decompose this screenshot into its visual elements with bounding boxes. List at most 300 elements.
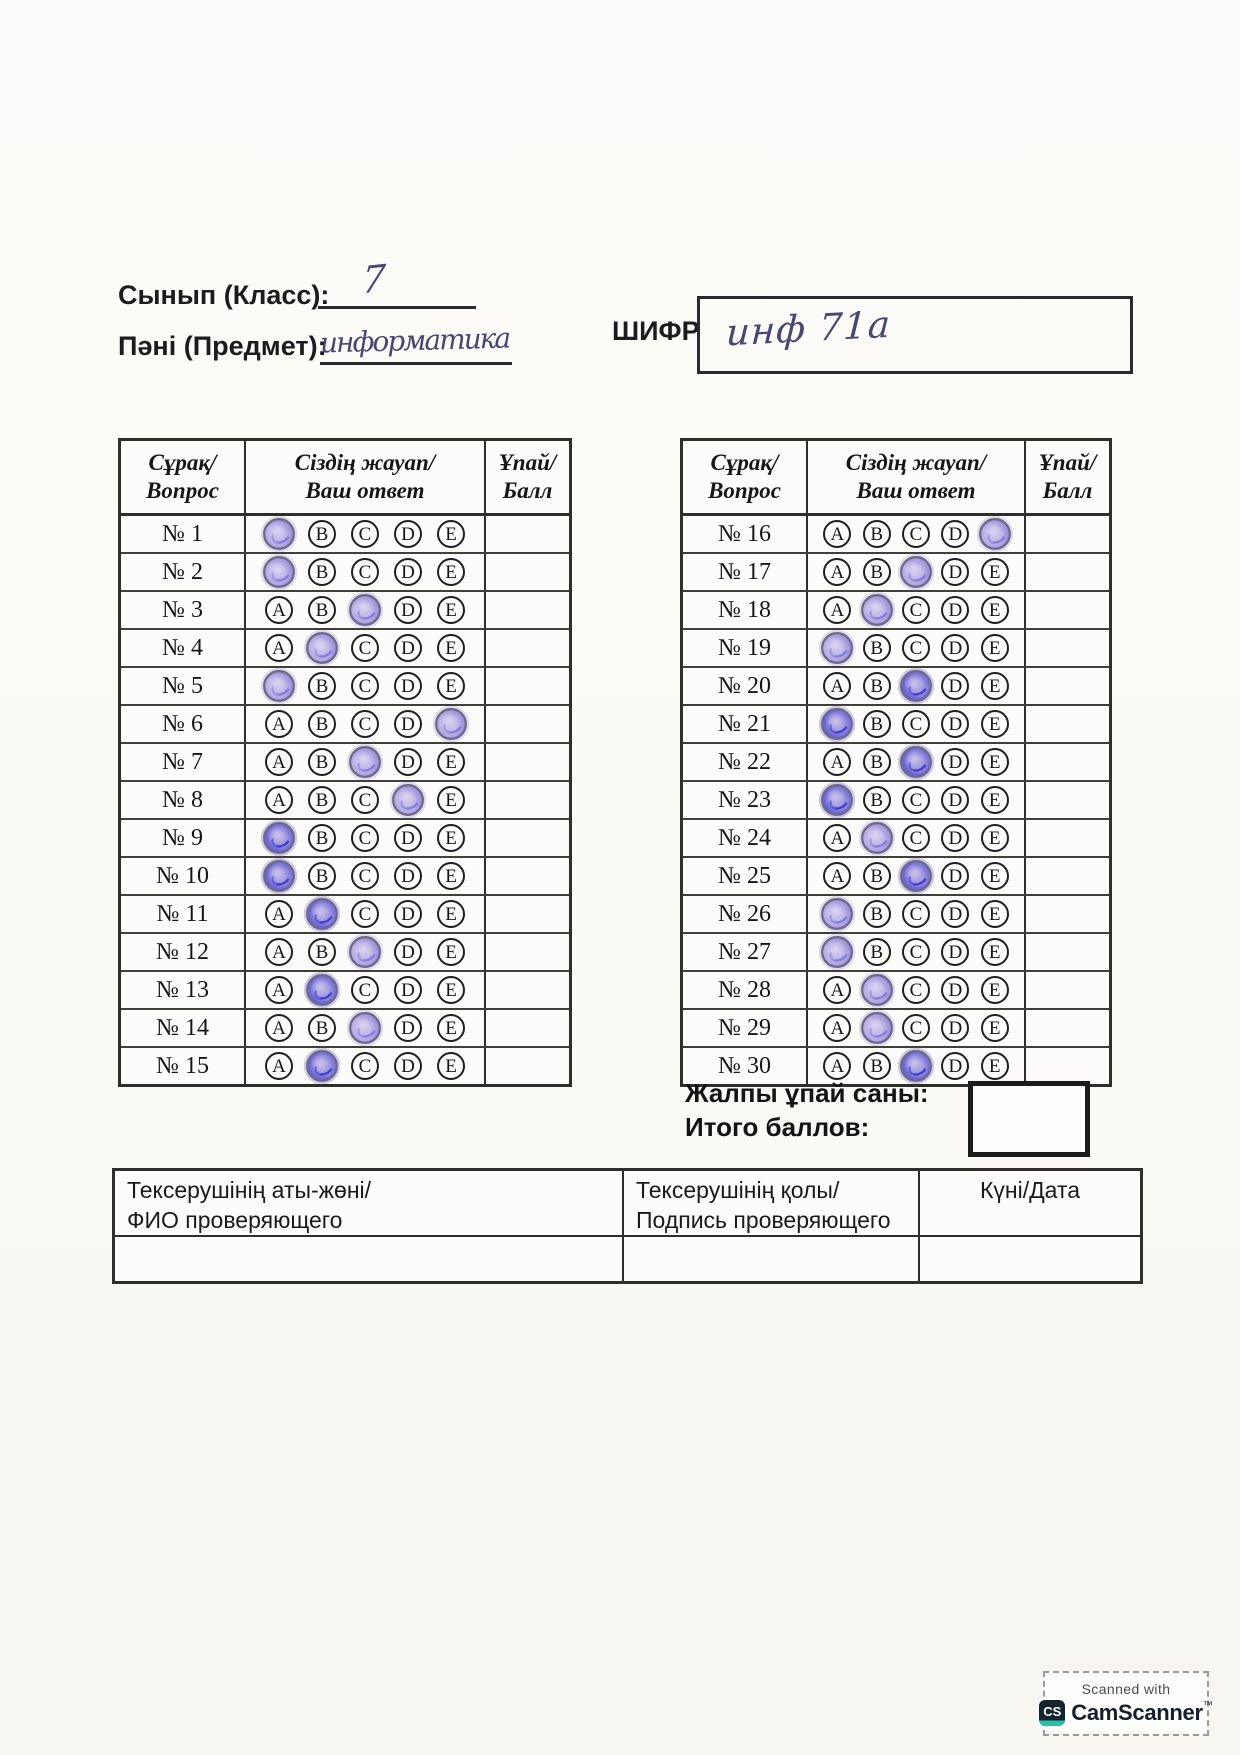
bubble-A[interactable]: A [265,786,293,814]
bubble-E[interactable]: E [437,520,465,548]
bubble-E[interactable]: E [981,938,1009,966]
question-number: № 29 [683,1010,808,1046]
class-label: Сынып (Класс): [118,280,330,310]
question-number: № 15 [121,1048,246,1084]
header-answer-kz: Сіздің жауап/ [845,450,987,475]
score-cell [486,516,569,552]
bubble-B[interactable]: B [863,672,891,700]
bubble-C[interactable]: C [902,520,930,548]
question-number: № 19 [683,630,808,666]
cipher-box [697,296,1133,374]
bubble-A[interactable]: A [823,1052,851,1080]
bubble-D[interactable]: D [941,938,969,966]
bubble-A-filled[interactable] [821,898,853,930]
bubble-A[interactable]: A [265,938,293,966]
bubble-B[interactable]: B [863,558,891,586]
bubble-C[interactable]: C [351,862,379,890]
bubble-D[interactable]: D [394,748,422,776]
answer-bubbles [246,668,486,704]
bubble-B[interactable]: B [308,596,336,624]
bubble-B[interactable]: B [863,710,891,738]
bubble-D[interactable]: D [394,596,422,624]
bubble-E[interactable]: E [981,558,1009,586]
bubble-E-filled[interactable] [435,708,467,740]
bubble-B-filled[interactable] [861,594,893,626]
bubble-B-filled[interactable] [306,632,338,664]
class-value-handwritten: 7 [360,256,388,303]
bubble-A[interactable]: A [823,748,851,776]
answer-bubbles [808,668,1026,704]
bubble-E[interactable]: E [981,824,1009,852]
score-cell [486,896,569,932]
question-number: № 1 [121,516,246,552]
bubble-A[interactable]: A [265,748,293,776]
bubble-C[interactable]: C [351,672,379,700]
bubble-B[interactable]: B [308,558,336,586]
score-cell [486,1010,569,1046]
bubble-C[interactable]: C [902,824,930,852]
answer-bubbles [246,896,486,932]
bubble-C[interactable]: C [902,596,930,624]
bubble-D[interactable]: D [941,900,969,928]
question-row [683,972,1109,1010]
question-number: № 30 [683,1048,808,1084]
bubble-D[interactable]: D [941,1052,969,1080]
bubble-A-filled[interactable] [821,708,853,740]
bubble-A-filled[interactable] [263,518,295,550]
bubble-E[interactable]: E [981,900,1009,928]
bubble-E[interactable]: E [437,938,465,966]
score-cell [486,1048,569,1084]
bubble-D[interactable]: D [941,710,969,738]
bubble-B[interactable]: B [863,786,891,814]
bubble-E[interactable]: E [981,862,1009,890]
bubble-C[interactable]: C [902,900,930,928]
answer-table-header [683,441,1109,516]
bubble-A[interactable]: A [265,976,293,1004]
question-number: № 3 [121,592,246,628]
total-label-kz: Жалпы ұпай саны: [685,1078,929,1108]
question-row [121,1010,569,1048]
answer-bubbles [246,1010,486,1046]
bubble-C[interactable]: C [902,786,930,814]
reviewer-date-label: Күні/Дата [979,1177,1081,1203]
question-number: № 13 [121,972,246,1008]
question-row [121,858,569,896]
bubble-D[interactable]: D [394,520,422,548]
header-question-kz: Сұрақ/ [710,450,779,475]
question-row [683,782,1109,820]
bubble-A[interactable]: A [265,634,293,662]
answer-bubbles [808,896,1026,932]
score-cell [486,592,569,628]
bubble-E[interactable]: E [437,672,465,700]
header-score-ru: Балл [1042,478,1093,503]
answer-bubbles [808,934,1026,970]
header-answer-ru: Ваш ответ [305,478,425,503]
bubble-D[interactable]: D [394,634,422,662]
camscanner-watermark [1043,1671,1213,1736]
scanned-with-text: Scanned with [1081,1681,1171,1697]
bubble-A[interactable]: A [823,558,851,586]
bubble-A[interactable]: A [823,1014,851,1042]
bubble-C-filled[interactable] [349,746,381,778]
question-number: № 20 [683,668,808,704]
bubble-D[interactable]: D [941,976,969,1004]
question-row [683,858,1109,896]
bubble-C[interactable]: C [351,634,379,662]
bubble-A-filled[interactable] [821,632,853,664]
answer-bubbles [246,744,486,780]
bubble-B-filled[interactable] [306,1050,338,1082]
bubble-C-filled[interactable] [349,1012,381,1044]
bubble-B-filled[interactable] [306,898,338,930]
score-cell [486,820,569,856]
bubble-E[interactable]: E [437,558,465,586]
question-number: № 28 [683,972,808,1008]
answer-bubbles [808,744,1026,780]
bubble-B[interactable]: B [863,634,891,662]
bubble-B[interactable]: B [863,900,891,928]
bubble-E[interactable]: E [437,748,465,776]
bubble-C-filled[interactable] [900,670,932,702]
answer-bubbles [808,782,1026,818]
score-cell [1026,858,1109,894]
bubble-A[interactable]: A [823,976,851,1004]
bubble-A[interactable]: A [265,710,293,738]
bubble-C[interactable]: C [902,634,930,662]
bubble-D[interactable]: D [941,672,969,700]
header-question-kz: Сұрақ/ [148,450,217,475]
reviewer-signature-kz: Тексерушінің қолы/ [636,1177,840,1203]
answer-table-header [121,441,569,516]
question-number: № 17 [683,554,808,590]
question-row [683,554,1109,592]
bubble-D[interactable]: D [941,862,969,890]
question-number: № 21 [683,706,808,742]
bubble-D[interactable]: D [941,558,969,586]
bubble-E[interactable]: E [437,596,465,624]
bubble-B-filled[interactable] [861,1012,893,1044]
answer-bubbles [808,820,1026,856]
bubble-E[interactable]: E [437,976,465,1004]
bubble-A[interactable]: A [823,824,851,852]
answer-bubbles [246,592,486,628]
bubble-C-filled[interactable] [349,936,381,968]
bubble-C[interactable]: C [351,900,379,928]
bubble-D[interactable]: D [394,938,422,966]
answer-table-right [680,438,1112,1087]
bubble-D[interactable]: D [394,824,422,852]
score-cell [486,934,569,970]
score-cell [1026,782,1109,818]
bubble-E[interactable]: E [437,1014,465,1042]
bubble-D[interactable]: D [941,634,969,662]
reviewer-signature-header [624,1171,920,1237]
question-row [683,896,1109,934]
score-cell [1026,744,1109,780]
answer-bubbles [246,1048,486,1084]
question-number: № 26 [683,896,808,932]
bubble-B-filled[interactable] [861,822,893,854]
bubble-D[interactable]: D [941,520,969,548]
bubble-E[interactable]: E [981,1014,1009,1042]
question-row [121,896,569,934]
header-score-kz: Ұпай/ [1038,450,1097,475]
question-row [121,668,569,706]
subject-value-handwritten: информатика [319,321,510,360]
question-number: № 24 [683,820,808,856]
score-cell [1026,1010,1109,1046]
bubble-C[interactable]: C [351,710,379,738]
bubble-C-filled[interactable] [900,746,932,778]
question-number: № 7 [121,744,246,780]
bubble-D[interactable]: D [941,748,969,776]
bubble-E[interactable]: E [437,900,465,928]
bubble-D[interactable]: D [394,672,422,700]
bubble-D[interactable]: D [394,558,422,586]
total-label-ru: Итого баллов: [685,1112,870,1142]
score-cell [1026,706,1109,742]
question-number: № 27 [683,934,808,970]
question-row [121,820,569,858]
answer-bubbles [246,630,486,666]
answer-bubbles [808,516,1026,552]
bubble-D[interactable]: D [941,596,969,624]
bubble-D[interactable]: D [394,1052,422,1080]
score-cell [1026,668,1109,704]
bubble-E[interactable]: E [981,976,1009,1004]
bubble-E[interactable]: E [981,634,1009,662]
bubble-D[interactable]: D [941,1014,969,1042]
score-cell [486,668,569,704]
bubble-A[interactable]: A [823,596,851,624]
bubble-B[interactable]: B [308,862,336,890]
answer-bubbles [246,782,486,818]
question-row [121,744,569,782]
bubble-B[interactable]: B [308,748,336,776]
bubble-A[interactable]: A [823,862,851,890]
bubble-D[interactable]: D [941,824,969,852]
bubble-A[interactable]: A [265,596,293,624]
score-cell [1026,896,1109,932]
header-answer-ru: Ваш ответ [856,478,976,503]
bubble-A-filled[interactable] [263,670,295,702]
bubble-D[interactable]: D [941,786,969,814]
reviewer-signature-ru: Подпись проверяющего [636,1207,891,1233]
answer-bubbles [808,630,1026,666]
bubble-A[interactable]: A [265,1052,293,1080]
question-number: № 14 [121,1010,246,1046]
bubble-D[interactable]: D [394,1014,422,1042]
bubble-D[interactable]: D [394,862,422,890]
score-cell [1026,972,1109,1008]
question-number: № 25 [683,858,808,894]
bubble-A-filled[interactable] [821,784,853,816]
bubble-B[interactable]: B [308,824,336,852]
class-blank-line [318,258,476,309]
bubble-B[interactable]: B [863,748,891,776]
question-number: № 23 [683,782,808,818]
score-cell [486,972,569,1008]
bubble-C[interactable]: C [351,976,379,1004]
header-score-column [1026,441,1109,513]
bubble-D-filled[interactable] [392,784,424,816]
question-row [683,820,1109,858]
question-row [121,592,569,630]
bubble-E-filled[interactable] [979,518,1011,550]
question-number: № 10 [121,858,246,894]
bubble-C[interactable]: C [902,976,930,1004]
bubble-B[interactable]: B [863,1052,891,1080]
score-cell [486,554,569,590]
score-cell [1026,516,1109,552]
question-row [121,1048,569,1084]
header-answer-column [808,441,1026,513]
bubble-C[interactable]: C [351,558,379,586]
answer-bubbles [246,516,486,552]
bubble-C-filled[interactable] [900,860,932,892]
score-cell [1026,1048,1109,1084]
question-row [683,934,1109,972]
bubble-E[interactable]: E [437,1052,465,1080]
answer-bubbles [246,820,486,856]
score-cell [486,858,569,894]
bubble-C[interactable]: C [902,710,930,738]
trademark-symbol: ™ [1202,1700,1213,1711]
question-number: № 6 [121,706,246,742]
score-cell [1026,630,1109,666]
subject-blank-line [320,312,512,365]
question-row [683,706,1109,744]
bubble-E[interactable]: E [981,748,1009,776]
header-answer-kz: Сіздің жауап/ [294,450,436,475]
bubble-B[interactable]: B [863,938,891,966]
header-score-kz: Ұпай/ [498,450,557,475]
bubble-A-filled[interactable] [263,822,295,854]
bubble-E[interactable]: E [981,596,1009,624]
reviewer-name-cell [115,1237,624,1281]
score-cell [1026,554,1109,590]
answer-bubbles [246,554,486,590]
bubble-B[interactable]: B [308,938,336,966]
score-cell [1026,934,1109,970]
bubble-A-filled[interactable] [821,936,853,968]
bubble-A[interactable]: A [265,900,293,928]
question-row [683,630,1109,668]
question-row [683,1010,1109,1048]
question-row [121,554,569,592]
reviewer-name-header [115,1171,624,1237]
header-question-column [121,441,246,513]
question-number: № 2 [121,554,246,590]
bubble-C-filled[interactable] [349,594,381,626]
bubble-B[interactable]: B [308,786,336,814]
cipher-label: ШИФР [612,316,700,346]
header-question-ru: Вопрос [146,478,219,503]
bubble-B-filled[interactable] [306,974,338,1006]
bubble-C[interactable]: C [351,1052,379,1080]
answer-bubbles [808,858,1026,894]
bubble-A[interactable]: A [823,520,851,548]
bubble-C[interactable]: C [902,1014,930,1042]
bubble-E[interactable]: E [981,672,1009,700]
question-row [121,972,569,1010]
answer-bubbles [246,972,486,1008]
camscanner-brand-text: CamScanner [1071,1700,1203,1725]
bubble-D[interactable]: D [394,976,422,1004]
question-number: № 4 [121,630,246,666]
total-score-label [685,1076,929,1144]
bubble-E[interactable]: E [437,862,465,890]
bubble-D[interactable]: D [394,710,422,738]
bubble-C[interactable]: C [351,520,379,548]
camscanner-brand-row [1039,1700,1213,1726]
bubble-C[interactable]: C [351,786,379,814]
bubble-A-filled[interactable] [263,556,295,588]
bubble-B[interactable]: B [308,710,336,738]
bubble-A-filled[interactable] [263,860,295,892]
header-score-ru: Балл [502,478,553,503]
question-row [683,744,1109,782]
header-question-ru: Вопрос [708,478,781,503]
bubble-B[interactable]: B [308,520,336,548]
bubble-E[interactable]: E [981,1052,1009,1080]
reviewer-date-cell [920,1237,1140,1281]
score-cell [486,706,569,742]
bubble-E[interactable]: E [437,786,465,814]
question-row [121,630,569,668]
bubble-B-filled[interactable] [861,974,893,1006]
bubble-A[interactable]: A [823,672,851,700]
answer-bubbles [808,592,1026,628]
score-cell [486,782,569,818]
bubble-E[interactable]: E [437,634,465,662]
question-number: № 12 [121,934,246,970]
reviewer-name-ru: ФИО проверяющего [127,1207,343,1233]
bubble-E[interactable]: E [981,786,1009,814]
question-row [683,668,1109,706]
bubble-E[interactable]: E [981,710,1009,738]
bubble-D[interactable]: D [394,900,422,928]
bubble-E[interactable]: E [437,824,465,852]
score-cell [486,744,569,780]
question-number: № 16 [683,516,808,552]
bubble-B[interactable]: B [863,862,891,890]
bubble-B[interactable]: B [863,520,891,548]
bubble-C[interactable]: C [902,938,930,966]
question-row [683,516,1109,554]
question-row [121,934,569,972]
question-number: № 18 [683,592,808,628]
answer-bubbles [808,706,1026,742]
bubble-B[interactable]: B [308,1014,336,1042]
bubble-C-filled[interactable] [900,556,932,588]
question-number: № 8 [121,782,246,818]
answer-table-left [118,438,572,1087]
question-number: № 5 [121,668,246,704]
bubble-B[interactable]: B [308,672,336,700]
question-number: № 9 [121,820,246,856]
question-row [121,782,569,820]
header-score-column [486,441,569,513]
question-row [121,516,569,554]
score-cell [1026,820,1109,856]
reviewer-signature-cell [624,1237,920,1281]
bubble-A[interactable]: A [265,1014,293,1042]
bubble-C[interactable]: C [351,824,379,852]
score-cell [486,630,569,666]
